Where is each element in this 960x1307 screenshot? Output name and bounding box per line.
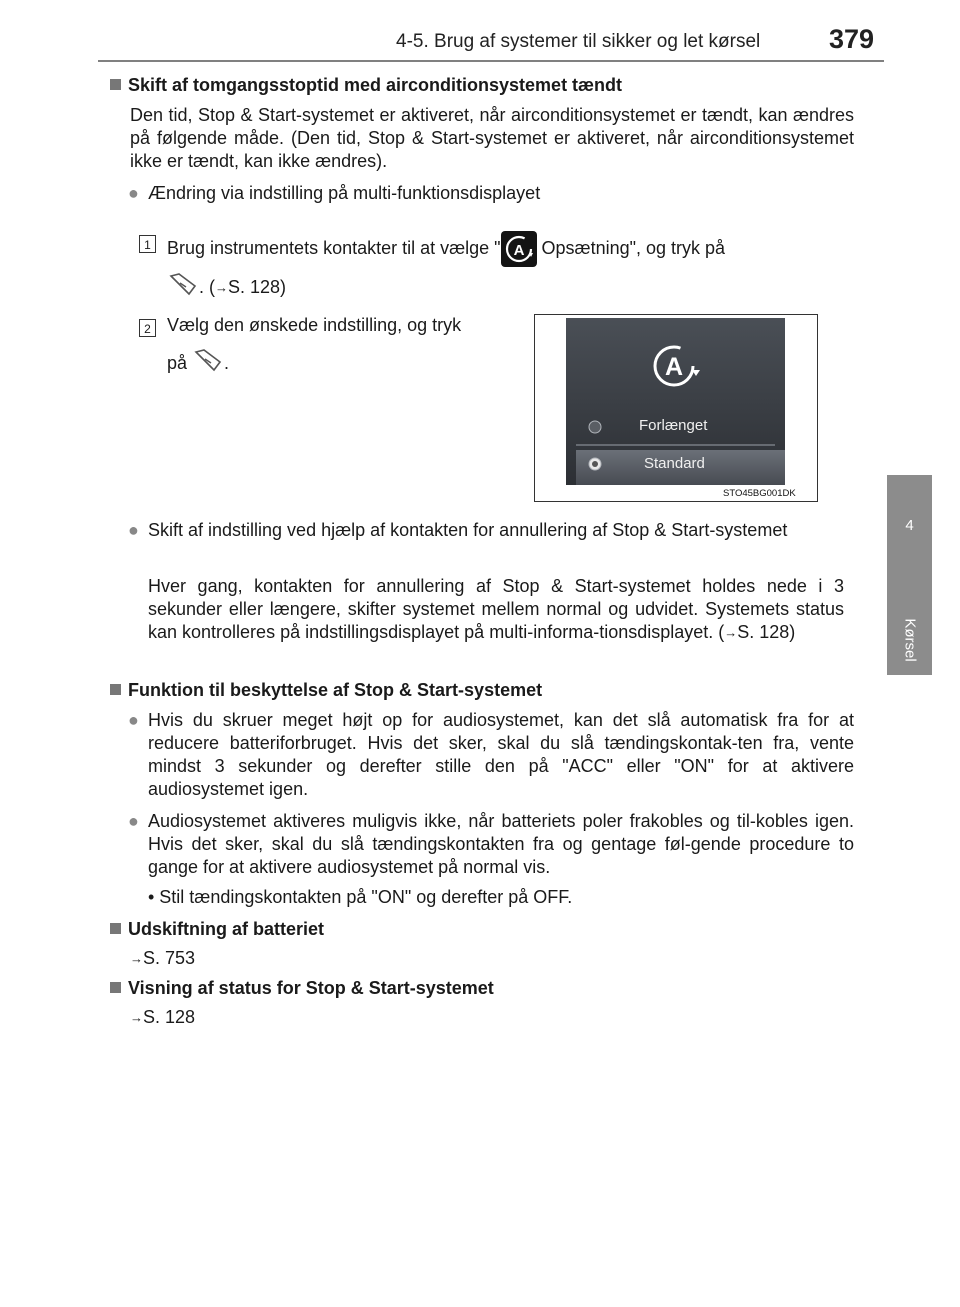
header-rule bbox=[98, 60, 884, 62]
option-standard: Standard bbox=[644, 455, 705, 472]
display-screen bbox=[566, 318, 785, 485]
round-bullet-icon: ● bbox=[128, 520, 139, 540]
chapter-number: 4 bbox=[905, 517, 914, 534]
square-bullet-icon bbox=[110, 79, 121, 90]
chapter-label-box bbox=[888, 610, 932, 670]
sub-bullet-text: • Stil tændingskontakten på "ON" og derefter på OFF. bbox=[148, 887, 573, 907]
bullet-text: Hvis du skruer meget højt op for audiosystemet, kan det slå automatisk fra for at reducere batteriforbruget. Hvis det sker, skal du slå tændingskontak-ten fra, vente mindst 3 sekunder og derefter stille den på "ACC" eller "ON" for at aktivere audiosystemet igen. bbox=[148, 710, 854, 799]
arrow-icon: → bbox=[215, 279, 228, 295]
square-bullet-icon bbox=[110, 982, 121, 993]
step-text: Brug instrumentets kontakter til at vælge " A Opsætning", og tryk på bbox=[167, 231, 841, 267]
arrow-icon: → bbox=[130, 1010, 143, 1025]
section-heading: Udskiftning af batteriet bbox=[110, 918, 324, 941]
section-heading: Visning af status for Stop & Start-systemet bbox=[110, 977, 494, 1000]
arrow-icon: → bbox=[130, 951, 143, 966]
step-text: Vælg den ønskede indstilling, og tryk bbox=[167, 315, 462, 335]
paragraph: Hver gang, kontakten for annullering af Stop & Start-systemet holdes nede i 3 sekunder eller længere, skifter systemet mellem normal og udvidet. Systemets status kan kontrolleres på indstillingsdisplayet på multi-informa-tionsdisplayet. (→S. 128) bbox=[148, 576, 844, 642]
square-bullet-icon bbox=[110, 684, 121, 695]
step-number: 2 bbox=[139, 319, 156, 337]
display-illustration bbox=[534, 314, 818, 502]
round-bullet-icon: ● bbox=[128, 811, 139, 831]
image-code: STO45BG001DK bbox=[723, 488, 796, 499]
bullet-text: Skift af indstilling ved hjælp af kontakten for annullering af Stop & Start-systemet bbox=[148, 520, 788, 540]
chapter-label: Kørsel bbox=[901, 618, 919, 662]
svg-text:A: A bbox=[664, 353, 684, 381]
enter-button-icon bbox=[192, 348, 224, 380]
page-reference: →S. 128 bbox=[130, 1007, 196, 1027]
paragraph: Den tid, Stop & Start-systemet er aktiveret, når airconditionsystemet er tændt, kan ændres på følgende måde. (Den tid, Stop & Start-systemet er aktiveret, når airconditionsystemet ikke er tændt, kan ikke ændres). bbox=[130, 105, 854, 171]
round-bullet-icon: ● bbox=[128, 710, 139, 730]
bullet-text: Audiosystemet aktiveres muligvis ikke, når batteriets poler frakobles og til-kobles igen. Hvis det sker, skal du slå tændingskontakten fra og gentage føl-gende procedure to gange for at aktivere audiosystemet på normal vis. bbox=[148, 811, 854, 877]
page-number: 379 bbox=[829, 24, 875, 54]
enter-button-icon bbox=[167, 272, 199, 304]
svg-text:A: A bbox=[513, 242, 524, 259]
square-bullet-icon bbox=[110, 923, 121, 934]
step-number: 1 bbox=[139, 235, 156, 253]
step-text-continued: . (→S. 128) bbox=[167, 272, 286, 304]
section-heading: Skift af tomgangsstoptid med airconditionsystemet tændt bbox=[110, 74, 622, 97]
setup-icon bbox=[501, 231, 537, 267]
arrow-icon: → bbox=[724, 625, 738, 640]
step-text-continued: på . bbox=[167, 348, 229, 380]
page-reference: →S. 753 bbox=[130, 948, 196, 968]
option-forlaenget: Forlænget bbox=[639, 417, 708, 434]
round-bullet-icon: ● bbox=[128, 183, 139, 203]
running-header: 4-5. Brug af systemer til sikker og let kørsel bbox=[396, 31, 761, 52]
bullet-text: Ændring via indstilling på multi-funktionsdisplayet bbox=[148, 183, 541, 203]
section-heading: Funktion til beskyttelse af Stop & Start-systemet bbox=[110, 679, 542, 702]
